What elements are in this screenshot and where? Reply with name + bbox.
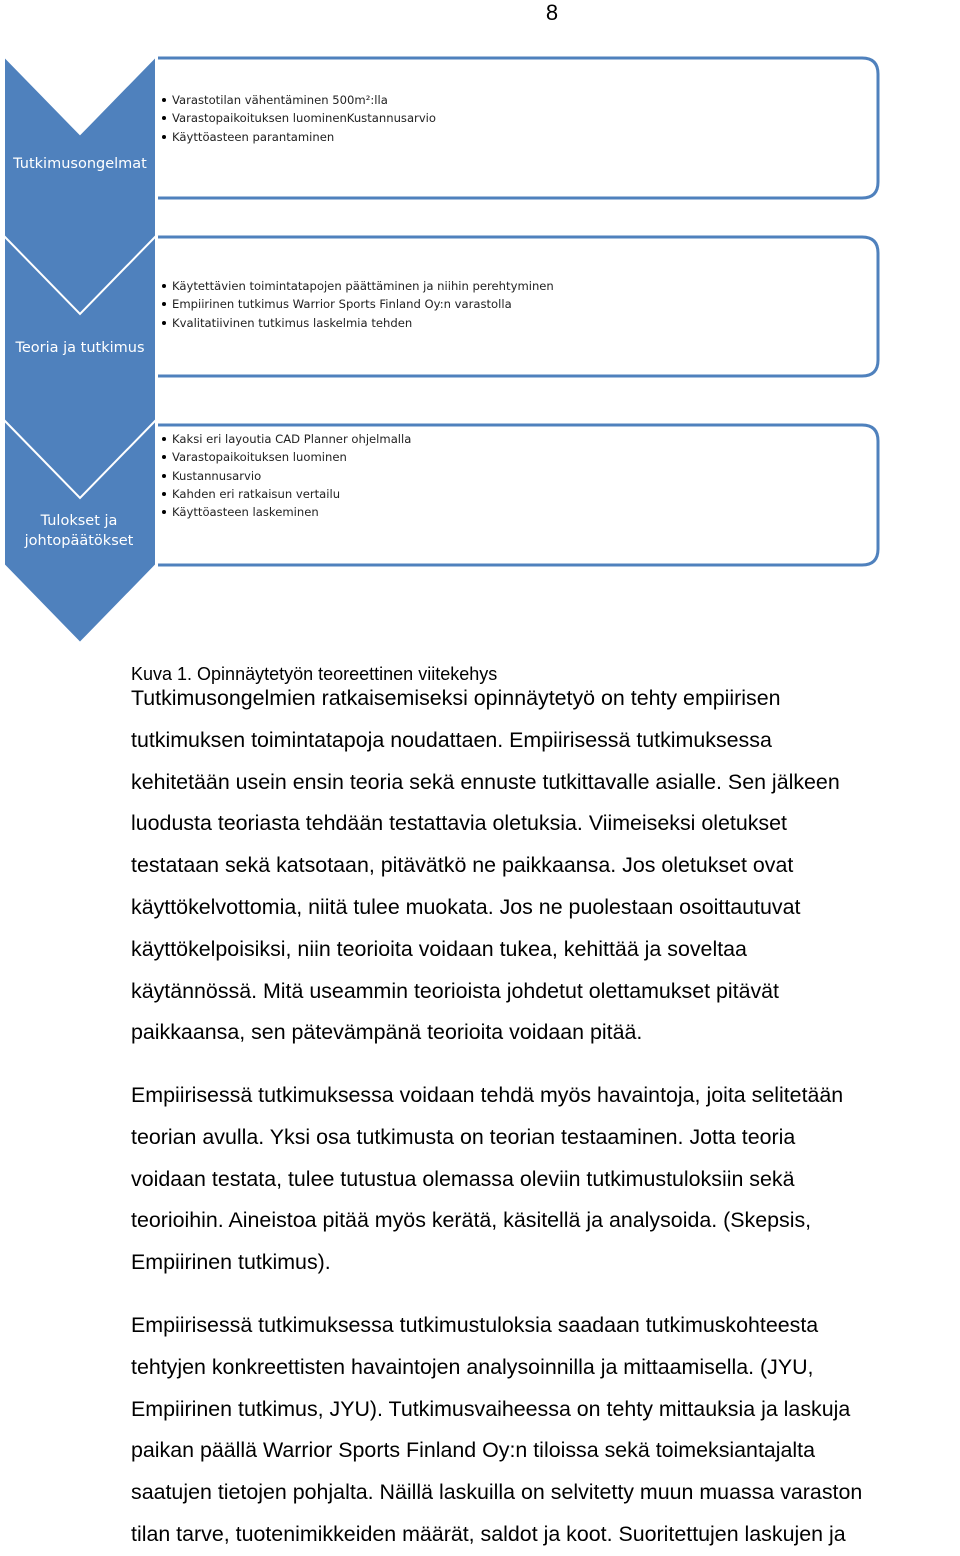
text-line: testataan sekä katsotaan, pitävätkö ne paikkaansa. Jos oletukset ovat	[131, 853, 794, 878]
text-line: käyttökelpoisiksi, niin teorioita voidaan tukea, kehittää ja soveltaa	[131, 936, 747, 961]
paragraph-2	[131, 1075, 946, 1284]
text-line: teorioihin. Aineistoa pitää myös kerätä, käsitellä ja analysoida. (Skepsis,	[131, 1208, 812, 1233]
text-line: kehitetään usein ensin teoria sekä ennuste tutkittavalle asialle. Sen jälkeen	[131, 769, 840, 794]
list-item: Kaksi eri layoutia CAD Planner ohjelmalla	[160, 430, 411, 448]
list-item: Kahden eri ratkaisun vertailu	[160, 485, 411, 503]
stage-label-theory: Teoria ja tutkimus	[15, 340, 145, 356]
text-line: paikkaansa, sen pätevämpänä teorioita voidaan pitää.	[131, 1020, 643, 1045]
stage-items-problems	[160, 91, 436, 146]
stage-items-results	[160, 430, 411, 521]
text-line: käyttökelvottomia, niitä tulee muokata. Jos ne puolestaan osoittautuvat	[131, 894, 801, 919]
text-line: teorian avulla. Yksi osa tutkimusta on teorian testaaminen. Jotta teoria	[131, 1124, 796, 1149]
text-line: tehtyjen konkreettisten havaintojen analysoinnilla ja mittaamisella. (JYU,	[131, 1354, 814, 1379]
figure-caption: Kuva 1. Opinnäytetyön teoreettinen viitekehys	[131, 664, 498, 684]
text-line: Empiirinen tutkimus).	[131, 1250, 331, 1275]
text-line: tilan tarve, tuotenimikkeiden määrät, saldot ja koot. Suoritettujen laskujen ja	[131, 1521, 846, 1546]
text-line: tutkimuksen toimintatapoja noudattaen. Empiirisessä tutkimuksessa	[131, 727, 772, 752]
stage-label-problems: Tutkimusongelmat	[13, 156, 147, 172]
text-line: saatujen tietojen pohjalta. Näillä laskuilla on selvitetty muun muassa varaston	[131, 1480, 863, 1505]
text-line: Empiirisessä tutkimuksessa voidaan tehdä myös havaintoja, joita selitetään	[131, 1083, 844, 1107]
text-line: paikan päällä Warrior Sports Finland Oy:n tiloissa sekä toimeksiantajalta	[131, 1438, 816, 1463]
paragraph-3	[131, 1305, 946, 1556]
text-line: käytännössä. Mitä useammin teorioista johdetut olettamukset pitävät	[131, 978, 779, 1003]
paragraph-1	[131, 678, 946, 1054]
text-line: Empiirisessä tutkimuksessa tutkimustuloksia saadaan tutkimuskohteesta	[131, 1313, 819, 1337]
list-item: Käytettävien toimintatapojen päättäminen ja niihin perehtyminen	[160, 277, 554, 295]
list-item: Empiirinen tutkimus Warrior Sports Finland Oy:n varastolla	[160, 295, 554, 313]
list-item: Käyttöasteen parantaminen	[160, 128, 436, 146]
stage-items-theory	[160, 277, 554, 332]
list-item: Varastopaikoituksen luominen	[160, 448, 411, 466]
list-item: Varastopaikoituksen luominenKustannusarvio	[160, 109, 436, 127]
text-line: voidaan testata, tulee tutustua olemassa oleviin tutkimustuloksiin sekä	[131, 1166, 795, 1191]
list-item: Kvalitatiivinen tutkimus laskelmia tehden	[160, 314, 554, 332]
stage-label-results: Tulokset ja johtopäätökset	[24, 513, 134, 549]
list-item: Kustannusarvio	[160, 467, 411, 485]
text-line: Empiirinen tutkimus, JYU). Tutkimusvaiheessa on tehty mittauksia ja laskuja	[131, 1396, 851, 1421]
text-line: Tutkimusongelmien ratkaisemiseksi opinnäytetyö on tehty empiirisen	[131, 686, 781, 710]
list-item: Käyttöasteen laskeminen	[160, 503, 411, 521]
list-item: Varastotilan vähentäminen 500m²:lla	[160, 91, 436, 109]
text-line: luodusta teoriasta tehdään testattavia oletuksia. Viimeiseksi oletukset	[131, 811, 787, 836]
page-number: 8	[545, 0, 559, 25]
